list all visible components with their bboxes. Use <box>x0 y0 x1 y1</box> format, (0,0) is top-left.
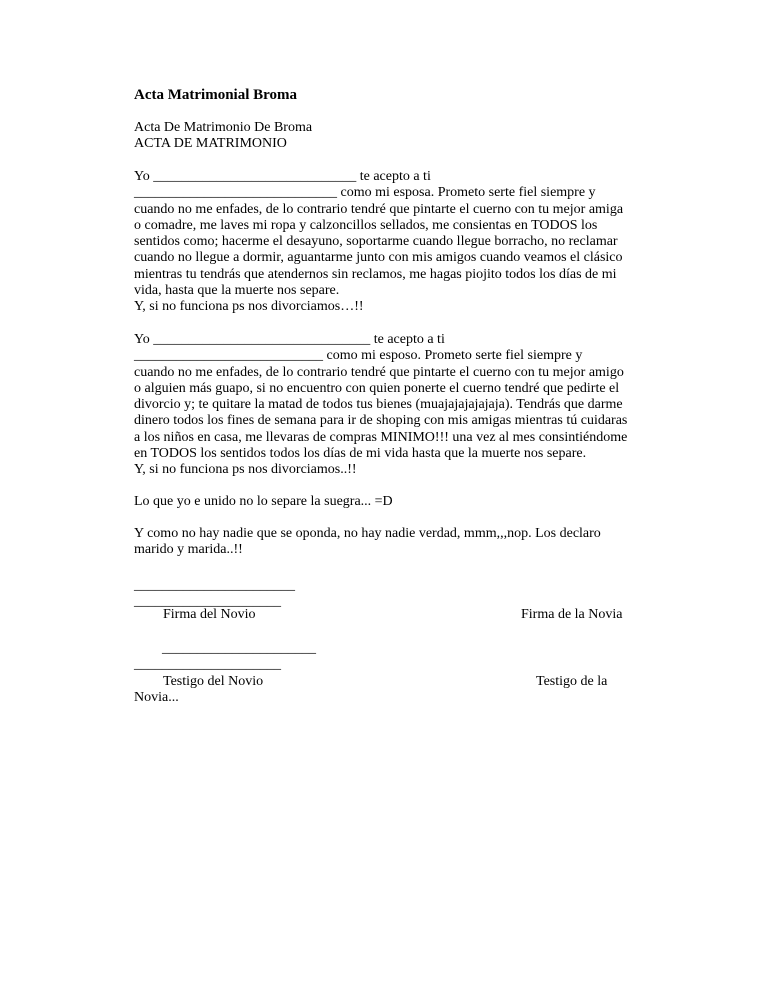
paragraph-line: cuando no me enfades, de lo contrario tendré que pintarte el cuerno con tu mejor amigo <box>134 364 624 380</box>
paragraph-line: ___________________________ como mi esposo. Prometo serte fiel siempre y <box>134 348 583 364</box>
paragraph-line: Y como no hay nadie que se oponda, no hay nadie verdad, mmm,,,nop. Los declaro <box>134 526 601 541</box>
paragraph-line: divorcio y; te quitare la matad de todos tus bienes (muajajajajajaja). Tendrás que darme <box>134 397 623 413</box>
declaration-paragraph <box>134 526 601 559</box>
paragraph-line: mientras tu tendrás que atendernos sin reclamos, me hagas piojito todos los días de mi <box>134 266 617 282</box>
paragraph-line: Yo _______________________________ te acepto a ti <box>134 332 445 347</box>
paragraph-line: vida, hasta que la muerte nos separe. <box>134 283 340 299</box>
witness-bride-label: Testigo de la <box>536 674 608 689</box>
paragraph-line: Y, si no funciona ps nos divorciamos..!! <box>134 462 357 478</box>
signature-line-bride: _____________________ <box>134 594 281 609</box>
paragraph-line: Y, si no funciona ps nos divorciamos…!! <box>134 299 364 315</box>
paragraph-line: cuando no llegue a dormir, aguantarme junto con mis amigos cuando veamos el clásico <box>134 250 623 266</box>
paragraph-line: o comadre, me laves mi ropa y calzoncillos sellados, me consientas en TODOS los <box>134 217 598 233</box>
paragraph-line: en TODOS los sentidos todos los días de mi vida hasta que la muerte nos separe. <box>134 446 587 462</box>
paragraph-line: Lo que yo e unido no lo separe la suegra... =D <box>134 494 393 509</box>
mother-in-law-line <box>134 494 393 510</box>
groom-signature-label: Firma del Novio <box>163 607 256 622</box>
paragraph-line: sentidos como; hacerme el desayuno, soportarme cuando llegue borracho, no reclamar <box>134 234 618 250</box>
signature-line-groom: _______________________ <box>134 578 295 593</box>
document-header <box>134 120 312 153</box>
paragraph-line: marido y marida..!! <box>134 542 243 558</box>
paragraph-line: a los niños en casa, me llevaras de compras MINIMO!!! una vez al mes consintiéndome <box>134 429 628 445</box>
document-title: Acta Matrimonial Broma <box>134 87 298 103</box>
paragraph-line: cuando no me enfades, de lo contrario tendré que pintarte el cuerno con tu mejor amiga <box>134 201 624 217</box>
witness-line-groom: ______________________ <box>162 641 316 656</box>
witness-line-bride: _____________________ <box>134 657 281 672</box>
paragraph-line: o alguien más guapo, si no encuentro con quien ponerte el cuerno tendré que pedirte el <box>134 380 620 396</box>
header-line: ACTA DE MATRIMONIO <box>134 136 287 152</box>
header-line: Acta De Matrimonio De Broma <box>134 120 313 135</box>
witness-bride-label-continued: Novia... <box>134 690 179 705</box>
bride-vows-paragraph <box>134 332 627 479</box>
groom-vows-paragraph <box>134 169 623 316</box>
witness-groom-label: Testigo del Novio <box>163 674 264 689</box>
paragraph-line: dinero todos los fines de semana para ir de shoping con mis amigas mientras tú cuidaras <box>134 413 628 429</box>
bride-signature-label: Firma de la Novia <box>521 607 623 622</box>
paragraph-line: _____________________________ como mi esposa. Prometo serte fiel siempre y <box>134 185 596 201</box>
paragraph-line: Yo _____________________________ te acepto a ti <box>134 169 431 184</box>
